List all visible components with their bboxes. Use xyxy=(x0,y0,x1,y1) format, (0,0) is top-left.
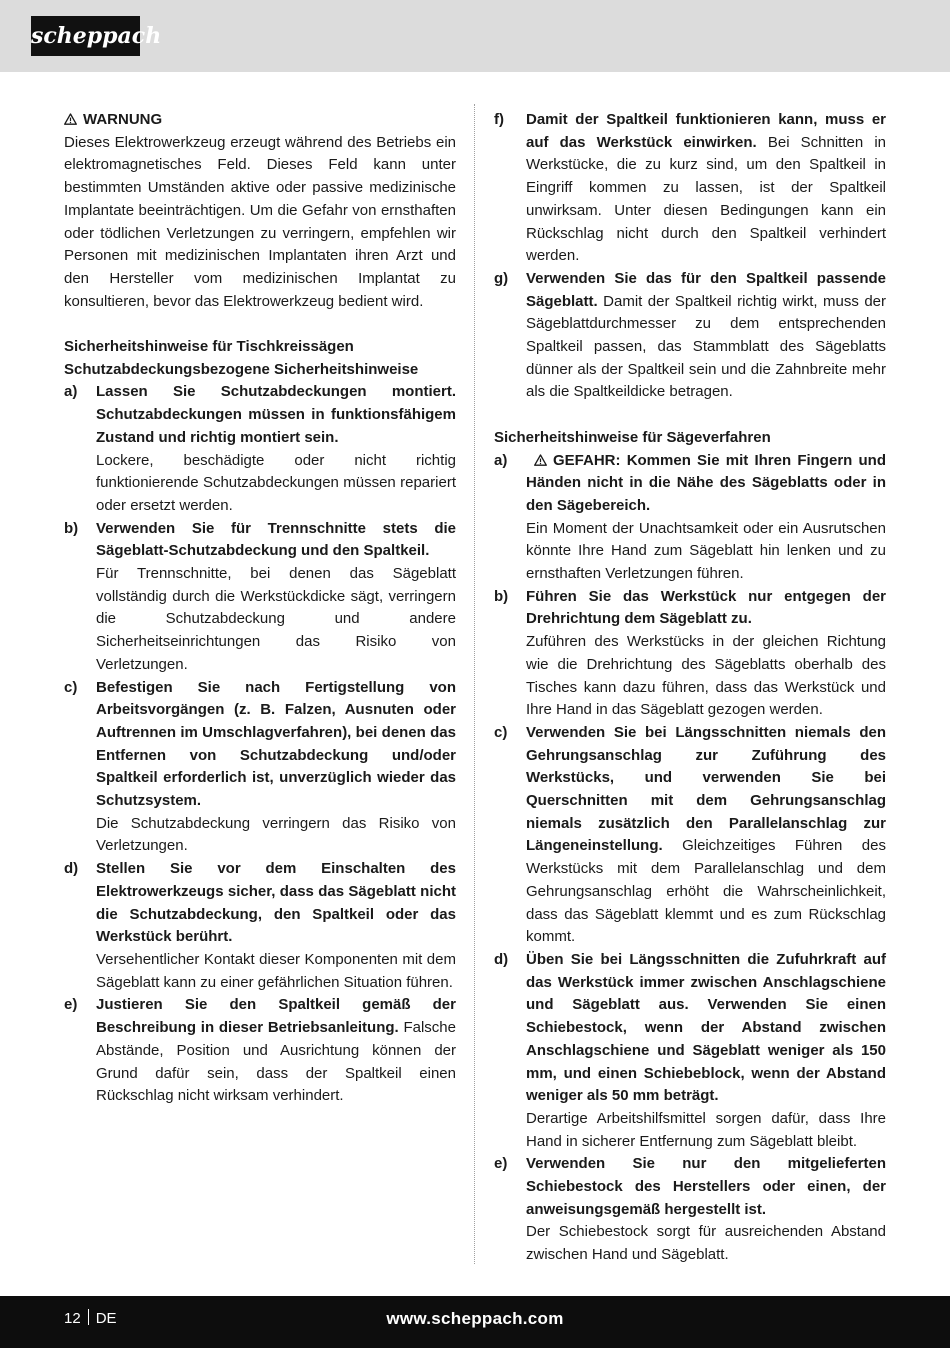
item-bold-text: Verwenden Sie bei Längsschnitten niemals den Gehrungsanschlag zur Zuführung des Werkstücks, und verwenden Sie bei Querschnitten mit dem Gehrungsanschlag niemals zusätzlich den Parallelanschlag zur Längeneinstellung. xyxy=(526,723,886,855)
item-label: c) xyxy=(64,678,78,696)
list-item xyxy=(494,450,886,586)
item-text: Damit der Spaltkeil richtig wirkt, muss der Sägeblattdurchmesser zu dem entsprechenden Spaltkeil passen, das Stammblatt des Sägeblatts dünner als der Spaltkeil sein und die Zahnbreite mehr als die Spaltkeildicke betragen. xyxy=(526,292,886,401)
section-heading-table-saws: Sicherheitshinweise für Tischkreissägen xyxy=(64,338,354,356)
item-bold-text: Stellen Sie vor dem Einschalten des Elektrowerkzeugs sicher, dass das Sägeblatt nicht die Schutzabdeckung, den Spaltkeil oder das Werkstück berührt. xyxy=(96,860,456,946)
item-label: b) xyxy=(64,519,79,537)
scheppach-logo: scheppach xyxy=(31,16,140,56)
item-bold-text: Justieren Sie den Spaltkeil gemäß der Beschreibung in dieser Betriebsanleitung. xyxy=(96,996,456,1037)
list-item xyxy=(494,586,886,722)
language-code: DE xyxy=(95,1310,117,1327)
page-footer xyxy=(0,1296,950,1348)
item-label: c) xyxy=(494,723,508,741)
list-item xyxy=(494,949,886,1153)
section-heading-sawing: Sicherheitshinweise für Sägeverfahren xyxy=(494,428,771,446)
warning-heading xyxy=(64,109,456,132)
warning-text: Dieses Elektrowerkzeug erzeugt während des Betriebs ein elektromagnetisches Feld. Dieses Feld kann unter bestimmten Umständen aktive oder passive medizinische Implantate beeinträchtigen. Um die Gefahr von ernsthaften oder tödlichen Verletzungen zu verringern, empfehlen wir Personen mit medizinischen Implantaten ihren Arzt und den Hersteller vom medizinischen Implantat zu konsultieren, bevor das Elektrowerkzeug bedient wird. xyxy=(64,133,456,310)
item-bold-text: Üben Sie bei Längsschnitten die Zufuhrkraft auf das Werkstück immer zwischen Anschlagschiene und Sägeblatt aus. Verwenden Sie einen Schiebestock, wenn der Abstand zwischen Anschlagschiene und Sägeblatt weniger als 150 mm, und einen Schiebeblock, wenn der Abstand weniger als 50 mm beträgt. xyxy=(526,951,886,1105)
item-label: e) xyxy=(64,996,78,1014)
item-text: Derartige Arbeitshilfsmittel sorgen dafür, dass Ihre Hand in sicherer Entfernung zum Sägeblatt bleibt. xyxy=(526,1109,886,1150)
list-item xyxy=(64,858,456,994)
page-header xyxy=(0,0,950,72)
column-divider xyxy=(474,104,476,1264)
item-label: g) xyxy=(494,269,509,287)
item-bold-text: Führen Sie das Werkstück nur entgegen der Drehrichtung dem Sägeblatt zu. xyxy=(526,587,886,628)
warning-triangle-icon xyxy=(534,454,547,466)
item-bold-text: Verwenden Sie nur den mitgelieferten Schiebestock des Herstellers oder einen, der anweisungsgemäß hergestellt ist. xyxy=(526,1155,886,1218)
left-column xyxy=(64,109,456,1108)
item-label: a) xyxy=(64,383,78,401)
item-text: Für Trennschnitte, bei denen das Sägeblatt vollständig durch die Werkstückdicke sägt, verringern die Schutzabdeckung und andere Sicherheitseinrichtungen das Risiko von Verletzungen. xyxy=(96,565,456,673)
list-item xyxy=(64,518,456,677)
page-number: 12 xyxy=(64,1310,81,1327)
list-item xyxy=(64,381,456,517)
item-text: Der Schiebestock sorgt für ausreichenden Abstand zwischen Hand und Sägeblatt. xyxy=(526,1223,886,1264)
item-text: Falsche Abstände, Position und Ausrichtung können der Grund dafür sein, dass der Spaltkeil einen Rückschlag nicht wirksam verhindert. xyxy=(96,1019,456,1105)
item-label: d) xyxy=(64,860,79,878)
item-text: Ein Moment der Unachtsamkeit oder ein Ausrutschen könnte Ihre Hand zum Sägeblatt hin lenken und zu ernsthaften Verletzungen führen. xyxy=(526,519,886,583)
item-label: f) xyxy=(494,111,504,128)
item-text: Bei Schnitten in Werkstücke, die zu kurz sind, um den Spaltkeil in Eingriff kommen zu lassen, ist der Spaltkeil unwirksam. Unter diesen Bedingungen kann ein Rückschlag nicht durch den Spaltkeil verhindert werden. xyxy=(526,133,887,265)
item-text: Versehentlicher Kontakt dieser Komponenten mit dem Sägeblatt kann zu einer gefährlichen Situation führen. xyxy=(96,951,456,991)
item-label: b) xyxy=(494,587,509,605)
item-bold-text: Befestigen Sie nach Fertigstellung von Arbeitsvorgängen (z. B. Falzen, Ausnuten oder Auftrennen im Umschlagverfahren), bei denen das Entfernen von Schutzabdeckung und/oder Spaltkeil erforderlich ist, unverzüglich wieder das Schutzsystem. xyxy=(96,678,456,810)
list-item xyxy=(494,1153,886,1267)
item-text: Gleichzeitiges Führen des Werkstücks mit dem Parallelanschlag und dem Gehrungsanschlag erhöht die Wahrscheinlichkeit, dass das Sägeblatt klemmt und es zum Rückschlag kommt. xyxy=(526,837,886,946)
list-item xyxy=(494,109,886,268)
item-label: e) xyxy=(494,1155,508,1173)
list-item xyxy=(494,722,886,949)
item-bold-text: Lassen Sie Schutzabdeckungen montiert. Schutzabdeckungen müssen in funktionsfähigem Zustand und richtig montiert sein. xyxy=(96,383,456,446)
item-text: Die Schutzabdeckung verringern das Risiko von Verletzungen. xyxy=(96,814,456,855)
item-label: a) xyxy=(494,451,508,469)
item-text: Lockere, beschädigte oder nicht richtig funktionierende Schutzabdeckungen müssen repariert oder ersetzt werden. xyxy=(96,451,456,514)
item-label: d) xyxy=(494,951,509,968)
item-text: Zuführen des Werkstücks in der gleichen Richtung wie die Drehrichtung des Sägeblatts oberhalb des Tisches kann dazu führen, dass das Werkstück und Ihre Hand in das Sägeblatt gezogen werden. xyxy=(526,633,886,719)
list-item xyxy=(64,994,456,1108)
warning-title: WARNUNG xyxy=(83,111,163,128)
website-url[interactable]: www.scheppach.com xyxy=(386,1309,564,1328)
item-bold-text: Damit der Spaltkeil funktionieren kann, muss er auf das Werkstück einwirken. xyxy=(526,111,886,151)
right-column xyxy=(494,109,886,1267)
section-heading-guards: Schutzabdeckungsbezogene Sicherheitshinweise xyxy=(64,360,419,378)
warning-triangle-icon xyxy=(64,113,77,125)
item-bold-text: Verwenden Sie für Trennschnitte stets die Sägeblatt-Schutzabdeckung und den Spaltkeil. xyxy=(96,519,456,560)
list-item xyxy=(64,677,456,859)
list-item xyxy=(494,268,886,404)
item-bold-text: Verwenden Sie das für den Spaltkeil passende Sägeblatt. xyxy=(526,269,886,310)
item-bold-text xyxy=(526,450,886,518)
danger-text: GEFAHR: Kommen Sie mit Ihren Fingern und Händen nicht in die Nähe des Sägeblatts oder in den Sägebereich. xyxy=(526,451,886,514)
